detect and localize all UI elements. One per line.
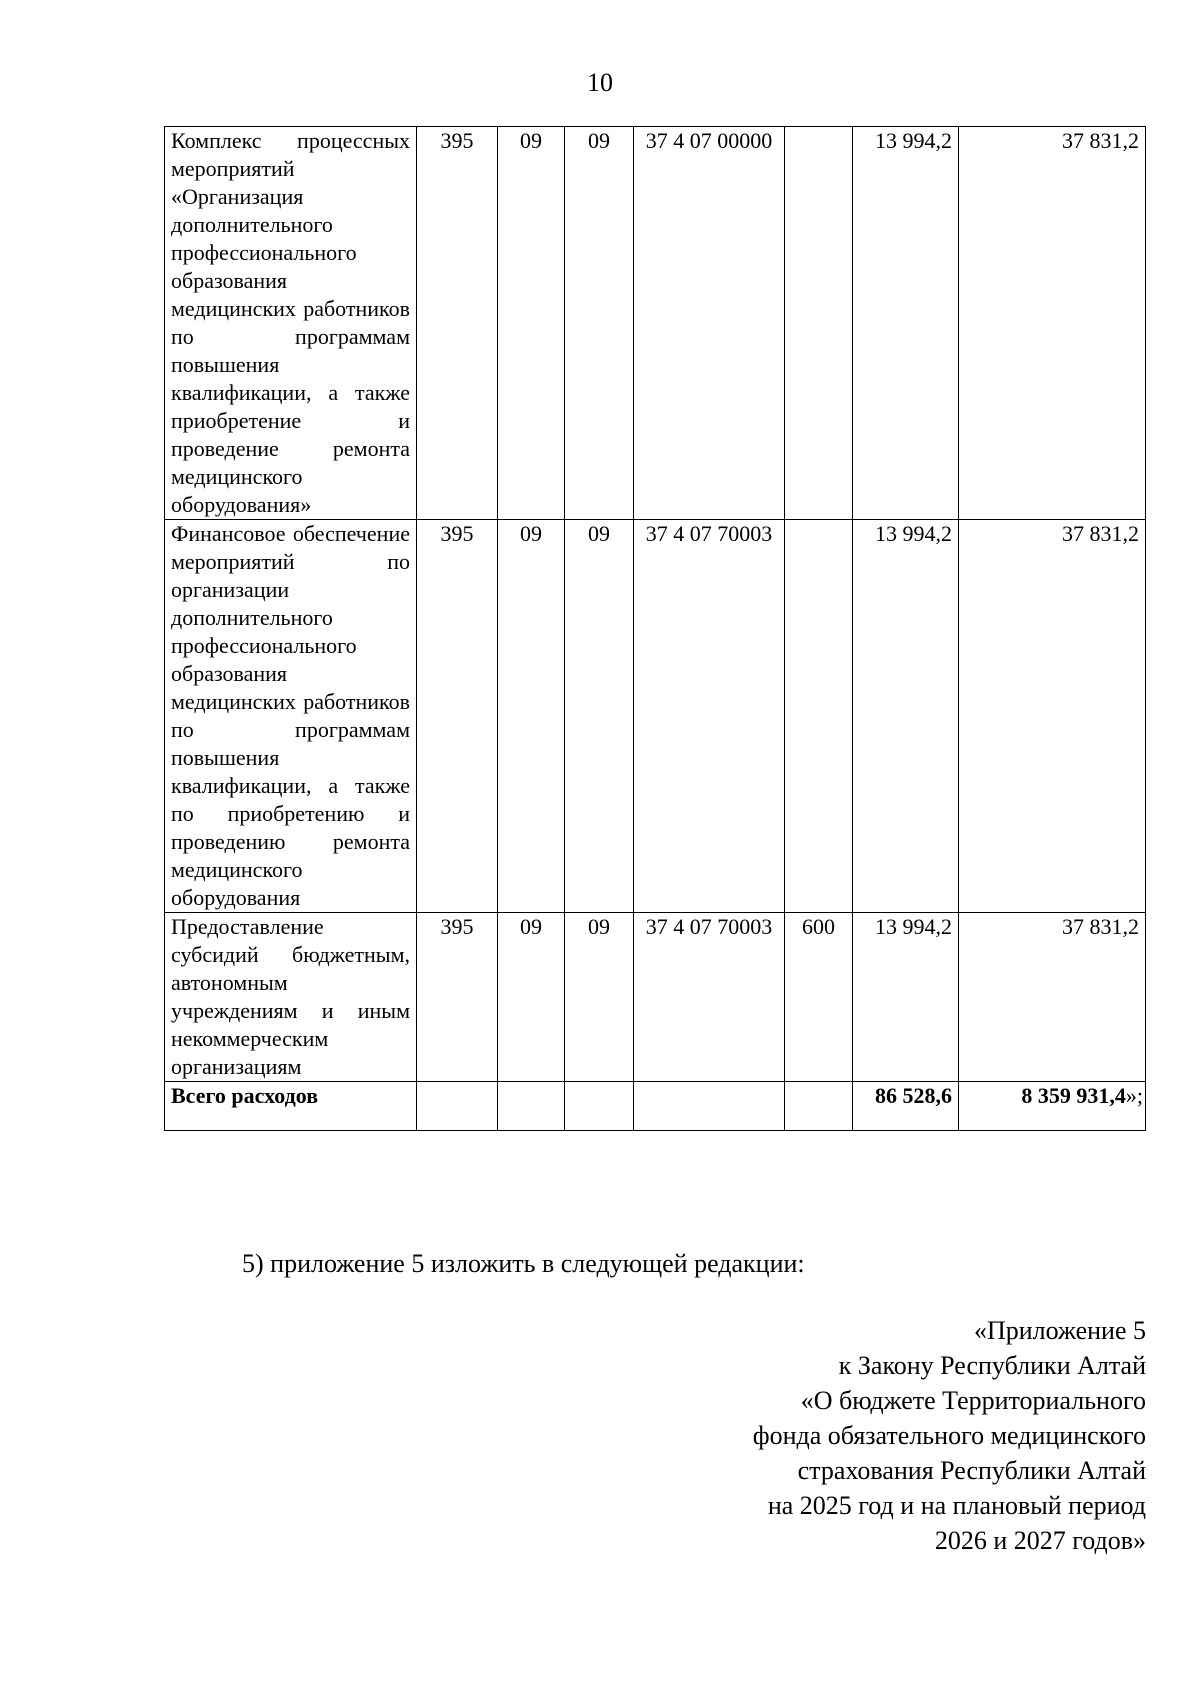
- appendix-line: к Закону Республики Алтай: [838, 1351, 1146, 1380]
- budget-table: [164, 126, 1146, 1131]
- empty-cell: [634, 1082, 785, 1131]
- subsection-code: 09: [565, 520, 634, 913]
- amount-2026: 13 994,2: [853, 127, 959, 520]
- table-row: [165, 127, 1146, 520]
- subsection-code: 09: [565, 127, 634, 520]
- section-code: 09: [498, 913, 565, 1082]
- total-amount-2027-cell: [959, 1082, 1146, 1131]
- table-row: [165, 520, 1146, 913]
- amount-2027: 37 831,2: [959, 520, 1146, 913]
- target-code: 37 4 07 70003: [634, 520, 785, 913]
- expense-type-code: [785, 127, 853, 520]
- amount-2027: 37 831,2: [959, 913, 1146, 1082]
- amount-2027: 37 831,2: [959, 127, 1146, 520]
- appendix-line: 2026 и 2027 годов»: [934, 1526, 1146, 1555]
- target-code: 37 4 07 00000: [634, 127, 785, 520]
- page-number: 10: [587, 68, 613, 97]
- empty-cell: [565, 1082, 634, 1131]
- total-amount-2027: 8 359 931,4: [1021, 1083, 1126, 1108]
- admin-code: 395: [417, 127, 498, 520]
- quote-close-suffix: »;: [1125, 1083, 1143, 1108]
- admin-code: 395: [417, 520, 498, 913]
- admin-code: 395: [417, 913, 498, 1082]
- empty-cell: [417, 1082, 498, 1131]
- empty-cell: [498, 1082, 565, 1131]
- row-name: Предоставление субсидий бюджетным, автономным учреждениям и иным некоммерческим организациям: [165, 913, 417, 1082]
- section-code: 09: [498, 520, 565, 913]
- appendix-line: страхования Республики Алтай: [797, 1456, 1146, 1485]
- target-code: 37 4 07 70003: [634, 913, 785, 1082]
- section-code: 09: [498, 127, 565, 520]
- appendix-line: «О бюджете Территориального: [800, 1386, 1146, 1415]
- amount-2026: 13 994,2: [853, 520, 959, 913]
- appendix-line: фонда обязательного медицинского: [752, 1421, 1146, 1450]
- total-row: [165, 1082, 1146, 1131]
- total-amount-2026: 86 528,6: [853, 1082, 959, 1131]
- row-name: Финансовое обеспечение мероприятий по организации дополнительного профессионального образования медицинских работников по программам повышения квалификации, а также по приобретению и проведению ремонта медицинского оборудования: [165, 520, 417, 913]
- appendix-heading: [753, 1313, 1146, 1558]
- amendment-instruction: 5) приложение 5 изложить в следующей редакции:: [242, 1249, 805, 1278]
- expense-type-code: 600: [785, 913, 853, 1082]
- total-label: Всего расходов: [165, 1082, 417, 1131]
- empty-cell: [785, 1082, 853, 1131]
- row-name: Комплекс процессных мероприятий «Организация дополнительного профессионального образования медицинских работников по программам повышения квалификации, а также приобретение и проведение ремонта медицинского оборудования»: [165, 127, 417, 520]
- amount-2026: 13 994,2: [853, 913, 959, 1082]
- appendix-line: «Приложение 5: [973, 1316, 1146, 1345]
- expense-type-code: [785, 520, 853, 913]
- subsection-code: 09: [565, 913, 634, 1082]
- table-row: [165, 913, 1146, 1082]
- appendix-line: на 2025 год и на плановый период: [767, 1491, 1146, 1520]
